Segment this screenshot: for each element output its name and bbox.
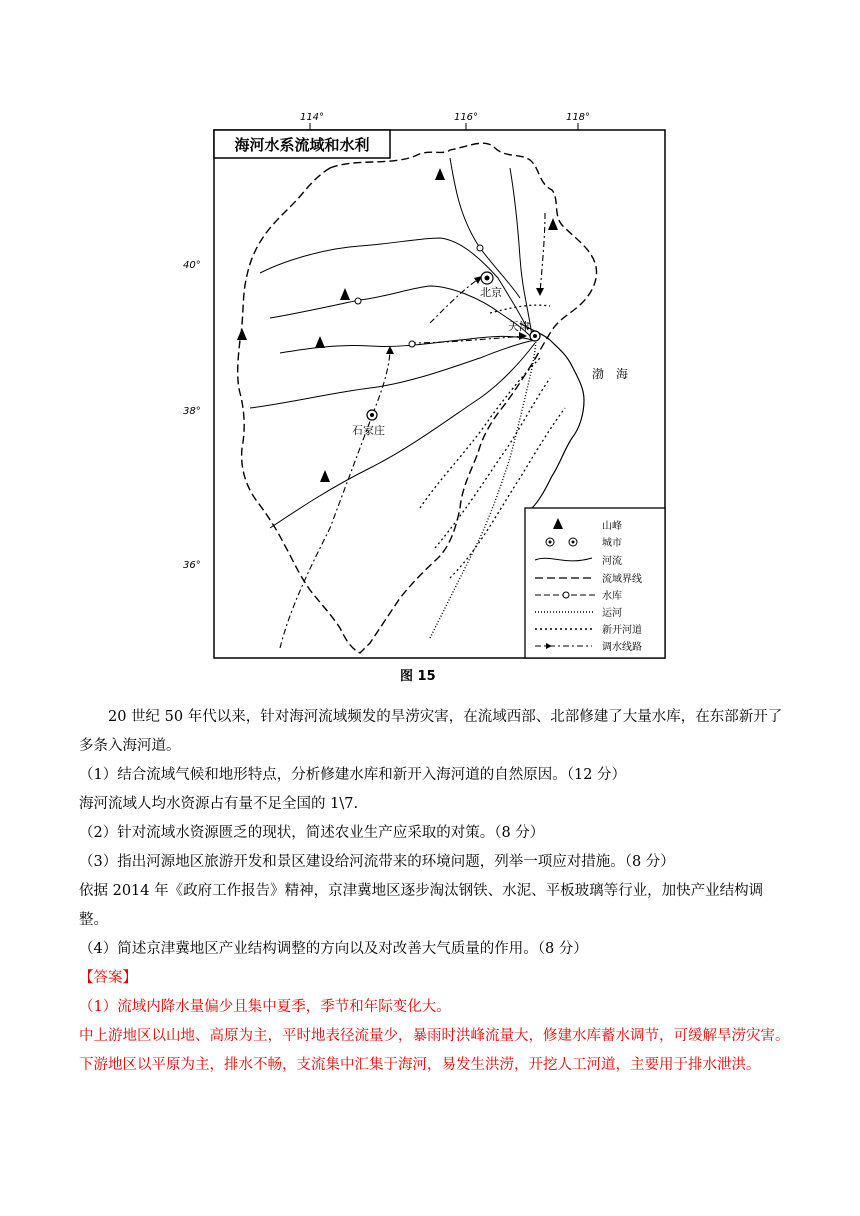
- haihe-map: [180, 108, 680, 668]
- mountain-icon: [548, 218, 558, 230]
- reservoir-2: [355, 298, 361, 304]
- map-legend: [525, 508, 665, 658]
- city-label-beijing: 北京: [480, 286, 502, 299]
- new-channel-1: [420, 358, 540, 508]
- city-beijing: [480, 272, 502, 299]
- question-3: （3）指出河源地区旅游开发和景区建设给河流带来的环境问题，列举一项应对措施。（8 分）: [79, 854, 675, 870]
- mountain-icon: [315, 336, 325, 348]
- legend-label-transfer: 调水线路: [602, 642, 642, 653]
- mountain-icon: [340, 288, 350, 300]
- info-government-report: 依据 2014 年《政府工作报告》精神，京津冀地区逐步淘汰钢铁、水泥、平板玻璃等行业，加快产业结构调整。: [79, 883, 764, 928]
- answer-1-line-3: 下游地区以平原为主，排水不畅，支流集中汇集于海河，易发生洪涝，开挖人工河道，主要用于排水泄洪。: [79, 1057, 761, 1073]
- river-6: [510, 168, 532, 336]
- city-shijiazhuang: [352, 410, 385, 437]
- lat-label-38: 38°: [183, 406, 201, 417]
- map-title: 海河水系流域和水利: [234, 136, 370, 154]
- river-5: [270, 343, 535, 528]
- answer-1-line-1: （1）流域内降水量偏少且集中夏季，季节和年际变化大。: [79, 999, 451, 1015]
- document-body: [79, 703, 791, 1080]
- lat-label-40: 40°: [183, 260, 201, 271]
- city-label-tianjin: 天津: [508, 320, 530, 333]
- mountain-icon: [237, 328, 247, 340]
- legend-label-reservoir: 水库: [602, 591, 622, 602]
- legend-label-city: 城市: [602, 538, 622, 549]
- intro-paragraph: 20 世纪 50 年代以来，针对海河流域频发的旱涝灾害，在流域西部、北部修建了大量水库，在东部新开了多条入海河道。: [79, 709, 783, 754]
- haihe-map-figure: [180, 108, 680, 688]
- lon-label-118: 118°: [565, 112, 591, 123]
- sea-label-bohai: 渤 海: [592, 367, 629, 381]
- transfer-line-beijing: [430, 278, 480, 323]
- info-water-resources: 海河流域人均水资源占有量不足全国的 1\7.: [79, 796, 359, 812]
- answer-heading: 【答案】: [79, 970, 137, 986]
- transfer-line-luan: [540, 213, 545, 293]
- lat-label-36: 36°: [183, 560, 201, 571]
- question-1: （1）结合流域气候和地形特点，分析修建水库和新开入海河道的自然原因。（12 分）: [79, 767, 627, 783]
- lon-label-114: 114°: [299, 112, 325, 123]
- legend-label-boundary: 流域界线: [602, 574, 642, 585]
- legend-label-canal: 运河: [602, 608, 622, 619]
- answer-1-line-2: 中上游地区以山地、高原为主，平时地表径流量少，暴雨时洪峰流量大，修建水库蓄水调节，可缓解旱涝灾害。: [79, 1028, 790, 1044]
- lon-label-116: 116°: [453, 112, 479, 123]
- legend-label-new-channel: 新开河道: [602, 625, 642, 636]
- mountain-icon: [435, 168, 445, 180]
- question-2: （2）针对流域水资源匮乏的现状，简述农业生产应采取的对策。（8 分）: [79, 825, 545, 841]
- mountain-icon: [320, 470, 330, 482]
- city-label-shijiazhuang: 石家庄: [352, 424, 385, 437]
- reservoir-3: [477, 245, 483, 251]
- river-4: [250, 340, 535, 408]
- grand-canal: [430, 336, 536, 638]
- legend-label-river: 河流: [602, 556, 622, 567]
- legend-label-mountain: 山峰: [602, 521, 622, 532]
- figure-caption: 图 15: [400, 669, 436, 684]
- question-4: （4）简述京津冀地区产业结构调整的方向以及对改善大气质量的作用。（8 分）: [79, 941, 588, 957]
- reservoir-1: [409, 341, 415, 347]
